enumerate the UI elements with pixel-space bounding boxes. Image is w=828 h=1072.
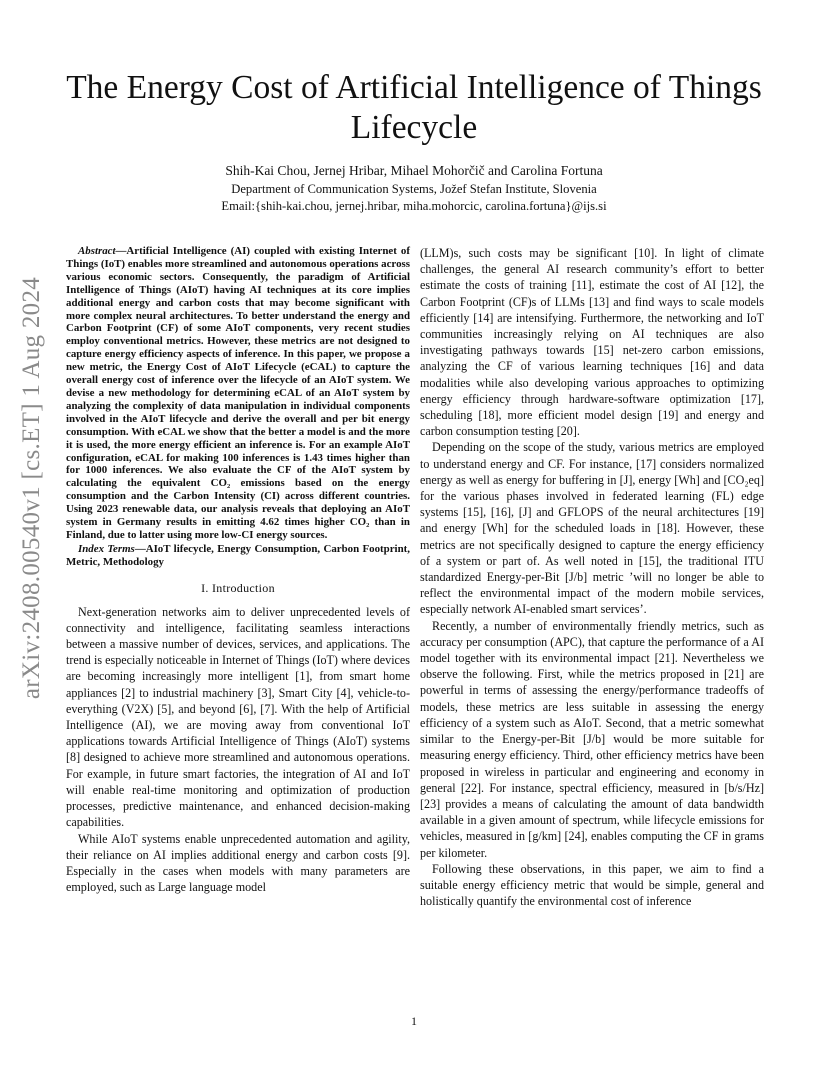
- authors: Shih-Kai Chou, Jernej Hribar, Mihael Mohorčič and Carolina Fortuna: [225, 163, 603, 178]
- abstract: [66, 245, 410, 542]
- left-column: [66, 245, 410, 895]
- abstract-text: —Artificial Intelligence (AI) coupled with existing Internet of Things (IoT) enables more streamlined and autonomous operations across various economic sectors. Consequently, the paradigm of Artificial Intelligence of Things (AIoT) having AI techniques at its core implies additional energy and carbon costs that may become significant with more complex neural architectures. To better understand the energy and Carbon Footprint (CF) of some AIoT components, very recent studies employ conventional metrics. However, these metrics are not designed to capture energy efficiency aspects of inference. In this paper, we propose a new metric, the Energy Cost of AIoT Lifecycle (eCAL) to capture the overall energy cost of inference over the lifecycle of an AIoT system. We devise a new methodology for determining eCAL of an AIoT system by analyzing the complexity of data manipulation in individual components involved in the AIoT lifecycle and derive the overall and per bit energy consumption. With eCAL we show that the better a model is and the more it is used, the more energy efficient an inference is. For an example AIoT configuration, eCAL for making 100 inferences is 1.43 times higher than for 1000 inferences. We also evaluate the CF of the AIoT system by calculating the equivalent CO₂ emissions based on the energy consumption and the Carbon Intensity (CI) across different countries. Using 2023 renewable data, our analysis reveals that deploying an AIoT system in Germany results in emitting 4.62 times higher CO₂ than in Finland, due to latter using more low-CI energy sources.: [66, 245, 410, 541]
- paper-title: The Energy Cost of Artificial Intelligence of Things Lifecycle: [66, 69, 762, 146]
- paragraph: While AIoT systems enable unprecedented automation and agility, their reliance on AI implies additional energy and carbon costs [9]. Especially in the cases when models with many parameters are employed, such as Large language model: [66, 831, 410, 895]
- email: Email:{shih-kai.chou, jernej.hribar, miha.mohorcic, carolina.fortuna}@ijs.si: [221, 199, 607, 213]
- paragraph: (LLM)s, such costs may be significant [10]. In light of climate challenges, the general AI research community’s effort to better estimate the costs of training [11], estimate the cost of AI [12], the Carbon Footprint (CF)s of LLMs [13] and find ways to scale models efficiently [14] are intensifying. Furthermore, the networking and IoT communities increasingly relying on AI techniques are also investigating pathways towards [15] net-zero carbon emissions, analyzing the CF of various learning techniques [16] and data modalities while also developing various approaches to optimizing energy efficiency through hardware-software optimization [17], scheduling [18], more efficient model design [19] and energy and carbon consumption testing [20].: [420, 246, 764, 439]
- paragraph: Next-generation networks aim to deliver unprecedented levels of connectivity and intelligence, facilitating seamless interactions between a massive number of devices, services, and applications. The trend is especially noticeable in Internet of Things (IoT) where devices are becoming increasingly more intelligent [1], from smart home appliances [2] to industrial machinery [3], Smart City [4], vehicle-to-everything (V2X) [5], and beyond [6], [7]. With the help of Artificial Intelligence (AI), we are moving away from conventional IoT applications towards Artificial Intelligence of Things (AIoT) systems [8] designed to achieve more streamlined and autonomous operations. For example, in future smart factories, the integration of AI and IoT will enable real-time monitoring and optimization of production processes, predictive maintenance, and enhanced decision-making capabilities.: [66, 604, 410, 830]
- abstract-label: Abstract: [78, 245, 116, 257]
- index-terms-text: —AIoT lifecycle, Energy Consumption, Carbon Footprint, Metric, Methodology: [66, 542, 410, 568]
- page-number: 1: [411, 1014, 417, 1028]
- paragraph: Recently, a number of environmentally friendly metrics, such as accuracy per consumption (APC), that capture the performance of a AI model together with its environmental impact [21]. Nevertheless we observe the following. First, while the metrics proposed in [21] are powerful in terms of assessing the energy/performance tradeoffs of models, these metrics are less suitable in assessing the energy efficiency of a system such as AIoT. Second, that a metric somewhat similar to the Energy-per-Bit [J/b] would be more suitable for measuring energy efficiency. Third, other efficiency metrics have been proposed in wireless in particular and engineering and economy in general [22]. For instance, spectral efficiency, measured in [b/s/Hz] [23] provides a means of calculating the amount of data bandwidth available in a given amount of spectrum, while lifecycle emissions for vehicles, measured in [g/km] [24], enables computing the CF in grams per kilometer.: [420, 618, 764, 860]
- section-heading: I. Introduction: [201, 580, 275, 595]
- index-terms-label: Index Terms: [78, 542, 135, 555]
- affiliation: Department of Communication Systems, Jožef Stefan Institute, Slovenia: [231, 182, 597, 196]
- right-column: [420, 245, 764, 909]
- arxiv-stamp: [17, 276, 47, 700]
- paragraph: Depending on the scope of the study, various metrics are employed to understand energy and CF. For instance, [17] considers normalized energy as well as energy for buffering in [J], energy [Wh] and [CO₂eq] for the various phases involved in federated learning (FL) edge systems [15], [16], [J] and GFLOPS of the neural architectures [19] and energy [Wh] for the scheduled loads in [18]. However, these metrics are not specifically designed to capture the energy efficiency of a system or part of. As well noted in [15], the traditional ITU standardized Energy-per-Bit [J/b] metric ’will no longer be able to reflect the environmental impact of the modern mobile services, especially network AI-enabled smart services’.: [420, 440, 764, 617]
- paragraph: Following these observations, in this paper, we aim to find a suitable energy efficiency metric that would be simple, general and holistically quantify the environmental cost of inference: [420, 861, 764, 909]
- arxiv-stamp-text: arXiv:2408.00540v1 [cs.ET] 1 Aug 2024: [18, 276, 45, 700]
- index-terms: [66, 543, 410, 569]
